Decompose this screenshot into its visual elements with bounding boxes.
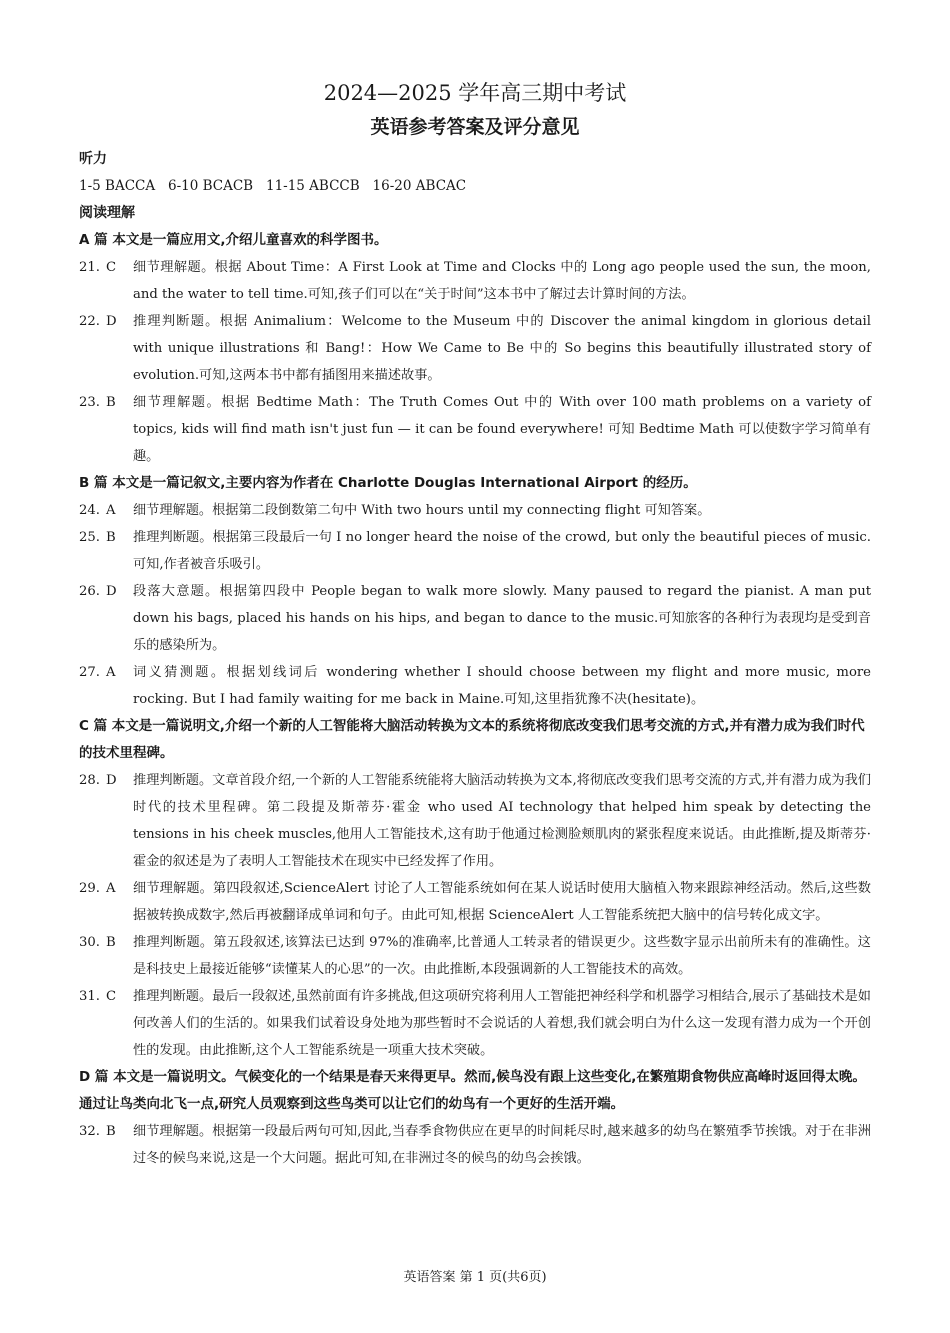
answer-key: A [106,503,116,518]
question-item [79,767,871,875]
question-item [79,578,871,659]
explanation-text: 词义猜测题。根据划线词后 wondering whether I should choose between my flight and more music, more rocking. But I had family waiting for me back in Maine.可知,这里指犹豫不决(hesitate)。 [133,665,871,707]
explanation-text: 细节理解题。根据 About Time：A First Look at Time and Clocks 中的 Long ago people used the sun, the moon, and the water to tell time.可知,孩子们可以在“关于时间”这本书中了解过去计算时间的方法。 [133,260,871,302]
question-item [79,497,871,524]
explanation-text: 段落大意题。根据第四段中 People began to walk more slowly. Many paused to regard the pianist. A man put down his bags, placed his hands on his hips, and began to dance to the music.可知旅客的各种行为表现均是受到音乐的感染所为。 [133,584,871,653]
question-item [79,929,871,983]
answer-key: B [106,530,116,545]
answer-key: B [106,1124,116,1139]
answer-key: B [106,935,116,950]
answer-key: A [106,881,116,896]
answer-sheet-page [79,78,871,1172]
question-item [79,1118,871,1172]
passage-heading: A 篇 本文是一篇应用文,介绍儿童喜欢的科学图书。 [79,232,388,248]
question-number: 21. [79,260,100,275]
question-number: 24. [79,503,100,518]
explanation-text: 推理判断题。根据 Animalium：Welcome to the Museum 中的 Discover the animal kingdom in glorious detail with unique illustrations 和 Bang!：How We Came to Be 中的 So begins this beautifully illustrated story of evolution.可知,这两本书中都有插图用来描述故事。 [133,314,871,383]
explanation-text: 细节理解题。第四段叙述,ScienceAlert 讨论了人工智能系统如何在某人说话时使用大脑植入物来跟踪神经活动。然后,这些数据被转换成数字,然后再被翻译成单词和句子。由此可知,根据 ScienceAlert 人工智能系统把大脑中的信号转化成文字。 [133,881,871,923]
answer-key: D [106,773,117,788]
explanation-text: 推理判断题。文章首段介绍,一个新的人工智能系统能将大脑活动转换为文本,将彻底改变我们思考交流的方式,并有潜力成为我们时代的技术里程碑。第二段提及斯蒂芬·霍金 who used AI technology that helped him speak by detecting the tensions in his cheek muscles,他用人工智能技术,这有助于他通过检测脸颊肌肉的紧张程度来说话。由此推断,提及斯蒂芬·霍金的叙述是为了表明人工智能技术在现实中已经发挥了作用。 [133,773,871,869]
answer-key: D [106,584,117,599]
explanation-text: 推理判断题。第五段叙述,该算法已达到 97%的准确率,比普通人工转录者的错误更少。这些数字显示出前所未有的准确性。这是科技史上最接近能够“读懂某人的心思”的一次。由此推断,本段强调新的人工智能技术的高效。 [133,935,871,977]
listening-label: 听力 [79,151,107,167]
answer-key: B [106,395,116,410]
explanation-text: 细节理解题。根据第一段最后两句可知,因此,当春季食物供应在更早的时间耗尽时,越来越多的幼鸟在繁殖季节挨饿。对于在非洲过冬的候鸟来说,这是一个大问题。据此可知,在非洲过冬的候鸟的幼鸟会挨饿。 [133,1124,871,1166]
question-item [79,524,871,578]
question-number: 28. [79,773,100,788]
question-number: 22. [79,314,100,329]
answer-key: C [106,989,117,1004]
explanation-text: 推理判断题。最后一段叙述,虽然前面有许多挑战,但这项研究将利用人工智能把神经科学和机器学习相结合,展示了基础技术是如何改善人们的生活的。如果我们试着设身处地为那些暂时不会说话的人着想,我们就会明白为什么这一发现有潜力成为一个开创性的发现。由此推断,这个人工智能系统是一项重大技术突破。 [133,989,871,1058]
question-item [79,389,871,470]
passage-heading: B 篇 本文是一篇记叙文,主要内容为作者在 Charlotte Douglas International Airport 的经历。 [79,475,697,491]
answer-key: A [106,665,116,680]
passage-heading: D 篇 本文是一篇说明文。气候变化的一个结果是春天来得更早。然而,候鸟没有跟上这些变化,在繁殖期食物供应高峰时返回得太晚。通过让鸟类向北飞一点,研究人员观察到这些鸟类可以让它们的幼鸟有一个更好的生活开端。 [79,1069,866,1112]
answer-key: D [106,314,117,329]
question-item [79,875,871,929]
question-item [79,308,871,389]
page-footer: 英语答案 第 1 页(共6页) [403,1270,547,1285]
question-item [79,659,871,713]
passage-heading: C 篇 本文是一篇说明文,介绍一个新的人工智能将大脑活动转换为文本的系统将彻底改变我们思考交流的方式,并有潜力成为我们时代的技术里程碑。 [79,718,865,761]
answer-key: C [106,260,117,275]
explanation-text: 推理判断题。根据第三段最后一句 I no longer heard the noise of the crowd, but only the beautiful pieces of music.可知,作者被音乐吸引。 [133,530,871,572]
question-item [79,983,871,1064]
document-subtitle: 英语参考答案及评分意见 [370,116,580,138]
question-number: 26. [79,584,100,599]
question-number: 29. [79,881,100,896]
question-number: 30. [79,935,100,950]
explanation-text: 细节理解题。根据第二段倒数第二句中 With two hours until my connecting flight 可知答案。 [133,503,711,518]
explanation-text: 细节理解题。根据 Bedtime Math：The Truth Comes Out 中的 With over 100 math problems on a variety of topics, kids will find math isn't just fun — it can be found everywhere! 可知 Bedtime Math 可以使数字学习简单有趣。 [133,395,871,464]
question-item [79,254,871,308]
exam-title: 2024—2025 学年高三期中考试 [323,81,627,105]
question-number: 31. [79,989,100,1004]
question-number: 25. [79,530,100,545]
question-number: 27. [79,665,100,680]
question-number: 32. [79,1124,100,1139]
reading-label: 阅读理解 [79,205,135,221]
question-number: 23. [79,395,100,410]
listening-answers: 1-5 BACCA 6-10 BCACB 11-15 ABCCB 16-20 ABCAC [79,178,467,194]
